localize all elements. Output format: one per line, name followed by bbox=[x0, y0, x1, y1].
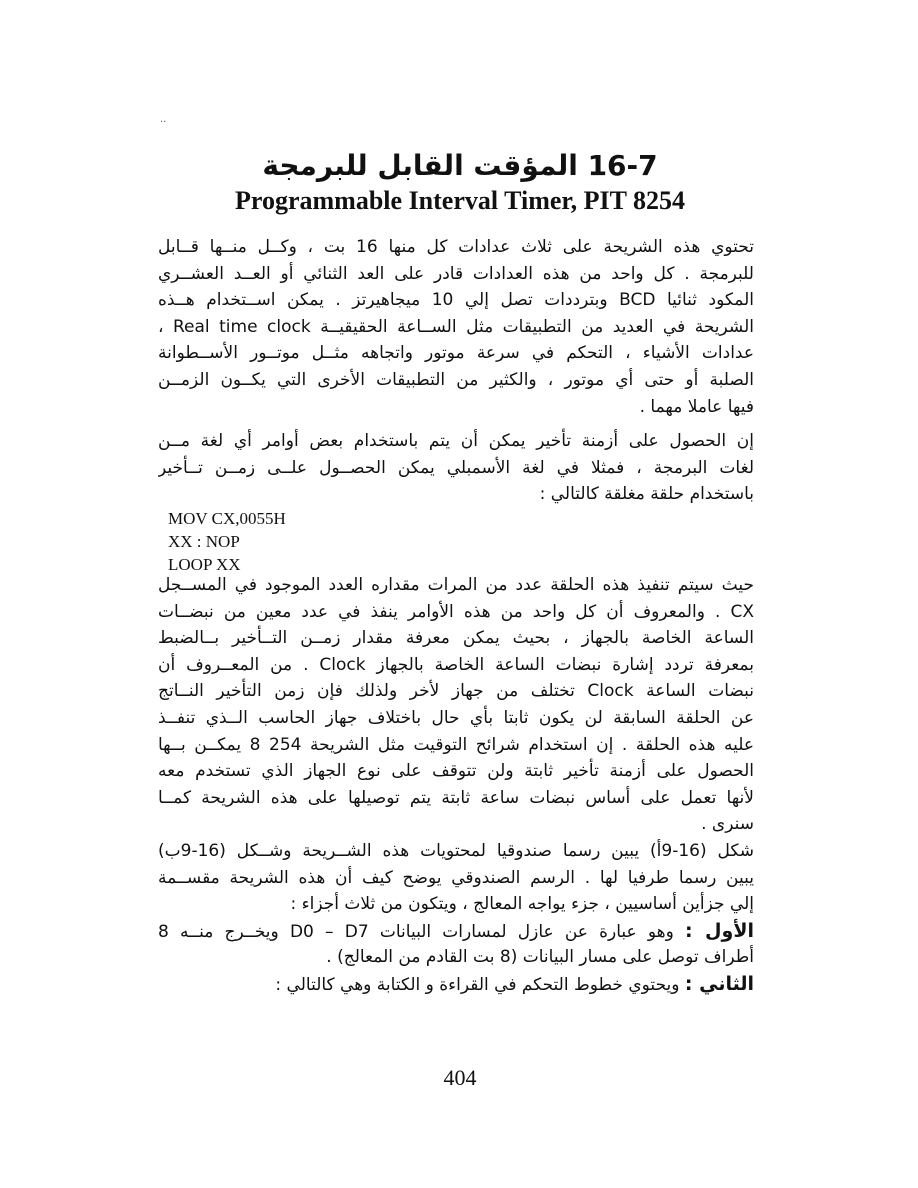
scan-speck: ·· bbox=[160, 117, 167, 128]
text-line: لأنها تعمل على أساس نبضات ساعة ثابتة يتم توصيلها على هذه الشريحة كمــا bbox=[158, 787, 754, 808]
part-two-line bbox=[158, 971, 754, 998]
text-line: إن الحصول على أزمنة تأخير يمكن أن يتم باستخدام بعض أوامر أي لغة مــن bbox=[158, 431, 754, 451]
page-number: 404 bbox=[443, 1065, 477, 1090]
paragraph-delay-explanation bbox=[158, 572, 754, 838]
assembly-code-block bbox=[168, 507, 286, 576]
text-line: يبين رسما طرفيا لها . الرسم الصندوقي يوضح كيف أن هذه الشريحة مقســمة bbox=[158, 867, 754, 888]
text-line: حيث سيتم تنفيذ هذه الحلقة عدد من المرات مقداره العدد الموجود في المســجل bbox=[158, 575, 754, 595]
text-line: CX . والمعروف أن كل واحد من هذه الأوامر ينفذ في عدد معين من نبضــات bbox=[158, 601, 754, 622]
text-line: عدادات الأشياء ، التحكم في سرعة موتور واتجاهه مثــل موتــور الأســطوانة bbox=[158, 343, 754, 364]
text-line: باستخدام حلقة مغلقة كالتالي : bbox=[539, 484, 754, 505]
text-line: الحصول على أزمنة تأخير ثابتة ولن تتوقف على نوع الجهاز الذي تستخدم معه bbox=[158, 761, 754, 782]
text-line: بمعرفة تردد إشارة نبضات الساعة الخاصة بالجهاز Clock . من المعــروف أن bbox=[158, 654, 754, 675]
text-line: لغات البرمجة ، فمثلا في لغة الأسمبلي يمكن الحصــول علــى زمــن تــأخير bbox=[158, 457, 754, 478]
text-line: عن الحلقة السابقة لن يكون ثابتا بأي حال باختلاف جهاز الحاسب الــذي تنفــذ bbox=[158, 707, 754, 728]
text-line: أطراف توصل على مسار البيانات (8 بت القادم من المعالج) . bbox=[326, 947, 754, 968]
section-title-arabic: 16-7 المؤقت القابل للبرمجة bbox=[262, 149, 658, 182]
text-line: للبرمجة . كل واحد من هذه العدادات قادر على العد الثنائي أو العــد العشــري bbox=[158, 263, 754, 284]
text-line: الصلبة أو حتى أي موتور ، والكثير من التطبيقات الأخرى التي يكــون الزمــن bbox=[158, 369, 754, 390]
text-line: فيها عاملا مهما . bbox=[639, 396, 754, 417]
text-line: سنرى . bbox=[701, 814, 754, 835]
part-two-label: الثاني : bbox=[684, 972, 754, 995]
code-line: MOV CX,0055H bbox=[168, 509, 286, 528]
part-one-line bbox=[158, 918, 754, 945]
text-line: الشريحة في العديد من التطبيقات مثل الســاعة الحقيقيــة Real time clock ، bbox=[158, 316, 754, 337]
text-line: الساعة الخاصة بالجهاز ، بحيث يمكن معرفة مقدار زمــن التــأخير بــالضبط bbox=[158, 628, 754, 649]
text-line: نبضات الساعة Clock تختلف من جهاز لأخر ولذلك فإن زمن التأخير النــاتج bbox=[158, 681, 754, 702]
code-line: LOOP XX bbox=[168, 555, 241, 574]
section-title-english: Programmable Interval Timer, PIT 8254 bbox=[235, 186, 685, 215]
code-line: XX : NOP bbox=[168, 532, 240, 551]
text-line: عليه هذه الحلقة . إن استخدام شرائح التوقيت مثل الشريحة 254 8 يمكــن بــها bbox=[158, 734, 754, 755]
text-line: إلي جزأين أساسيين ، جزء يواجه المعالج ، ويتكون من ثلاث أجزاء : bbox=[290, 894, 754, 915]
text-line: تحتوي هذه الشريحة على ثلاث عدادات كل منها 16 بت ، وكــل منــها قــابل bbox=[158, 237, 754, 257]
text-line: المكود ثنائيا BCD وبترددات تصل إلي 10 ميجاهيرتز . يمكن اســتخدام هــذه bbox=[158, 290, 754, 311]
part-one-label: الأول : bbox=[685, 919, 754, 942]
paragraph-figure-description bbox=[158, 838, 754, 998]
part-two-text: ويحتوي خطوط التحكم في القراءة و الكتابة وهي كالتالي : bbox=[275, 974, 685, 995]
paragraph-delay-intro bbox=[158, 428, 754, 508]
paragraph-timer-overview bbox=[158, 234, 754, 420]
part-one-text: وهو عبارة عن عازل لمسارات البيانات D0 – D7 ويخــرج منــه 8 bbox=[158, 921, 686, 942]
text-line: شكل (16-9أ) يبين رسما صندوقيا لمحتويات هذه الشــريحة وشــكل (16-9ب) bbox=[158, 841, 754, 861]
